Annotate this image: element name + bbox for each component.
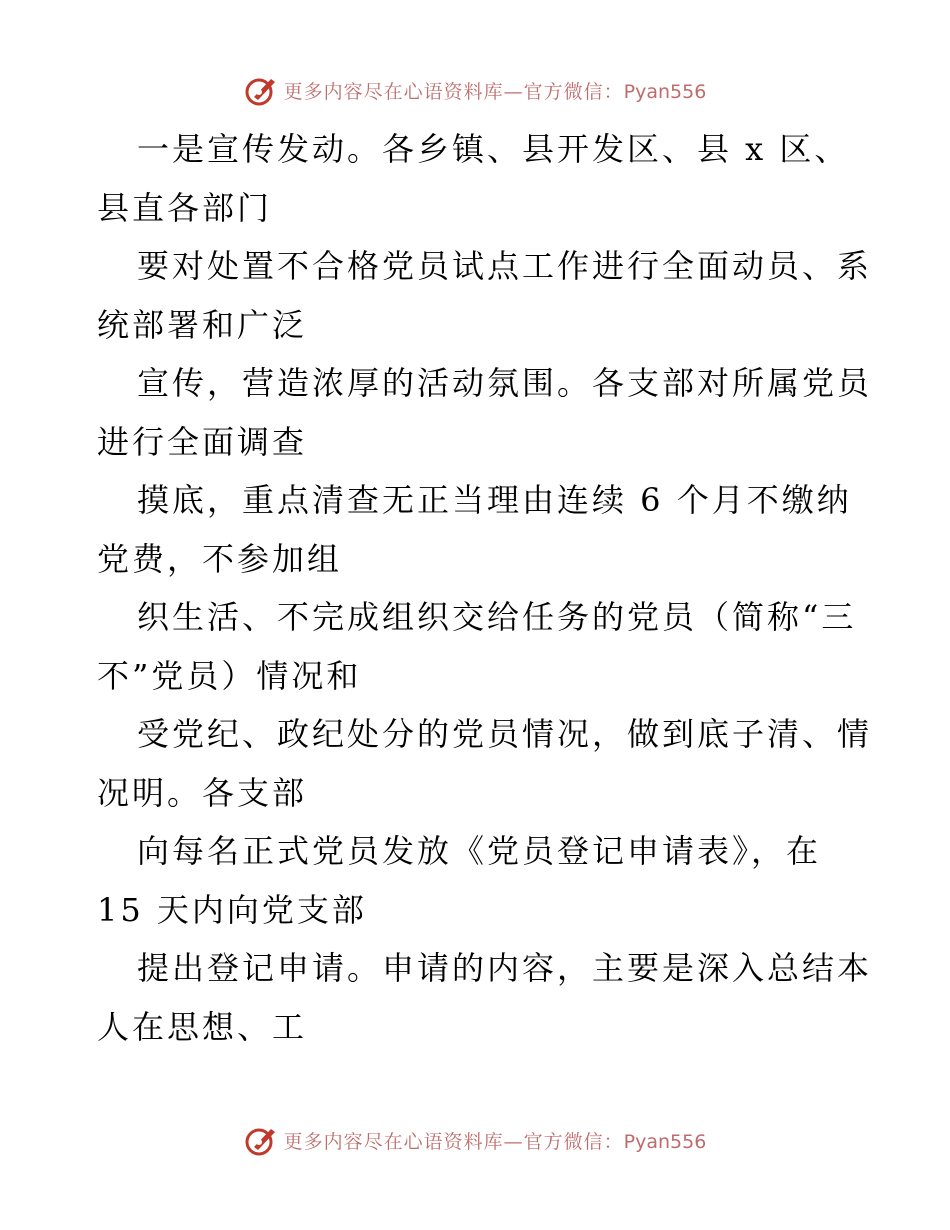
text-line: 提出登记申请。申请的内容，主要是深入总结本 [137,949,873,987]
text-line: 人在思想、工 [97,1007,308,1046]
text-line: 党费，不参加组 [97,539,343,578]
paragraph [97,705,873,822]
text-line: 织生活、不完成组织交给任务的党员（简称“三 [137,598,857,636]
paragraph [97,822,857,939]
paragraph [97,588,857,705]
header-watermark [0,70,950,110]
paragraph [97,237,873,354]
watermark-text: 更多内容尽在心语资料库—官方微信：Pyan556 [283,1130,707,1153]
pen-logo-icon [244,73,278,107]
paragraph [97,120,857,237]
paragraph [97,471,857,588]
text-line: 受党纪、政纪处分的党员情况，做到底子清、情 [137,715,873,753]
text-line: 宣传，营造浓厚的活动氛围。各支部对所属党员 [137,364,873,402]
text-line: 一是宣传发动。各乡镇、县开发区、县 x 区、 [137,130,850,168]
document-body [97,120,873,1056]
paragraph [97,354,873,471]
watermark-text: 更多内容尽在心语资料库—官方微信：Pyan556 [283,80,707,103]
text-line: 摸底，重点清查无正当理由连续 6 个月不缴纳 [137,481,852,519]
text-line: 统部署和广泛 [97,305,308,344]
pen-logo-icon [244,1123,278,1157]
text-line: 县直各部门 [97,188,273,227]
text-line: 向每名正式党员发放《党员登记申请表》，在 [137,832,822,870]
text-line: 不”党员）情况和 [97,656,362,695]
text-line: 况明。各支部 [97,773,308,812]
text-line: 进行全面调查 [97,422,308,461]
text-line: 15 天内向党支部 [97,890,367,929]
text-line: 要对处置不合格党员试点工作进行全面动员、系 [137,247,873,285]
footer-watermark [0,1120,950,1160]
paragraph [97,939,873,1056]
